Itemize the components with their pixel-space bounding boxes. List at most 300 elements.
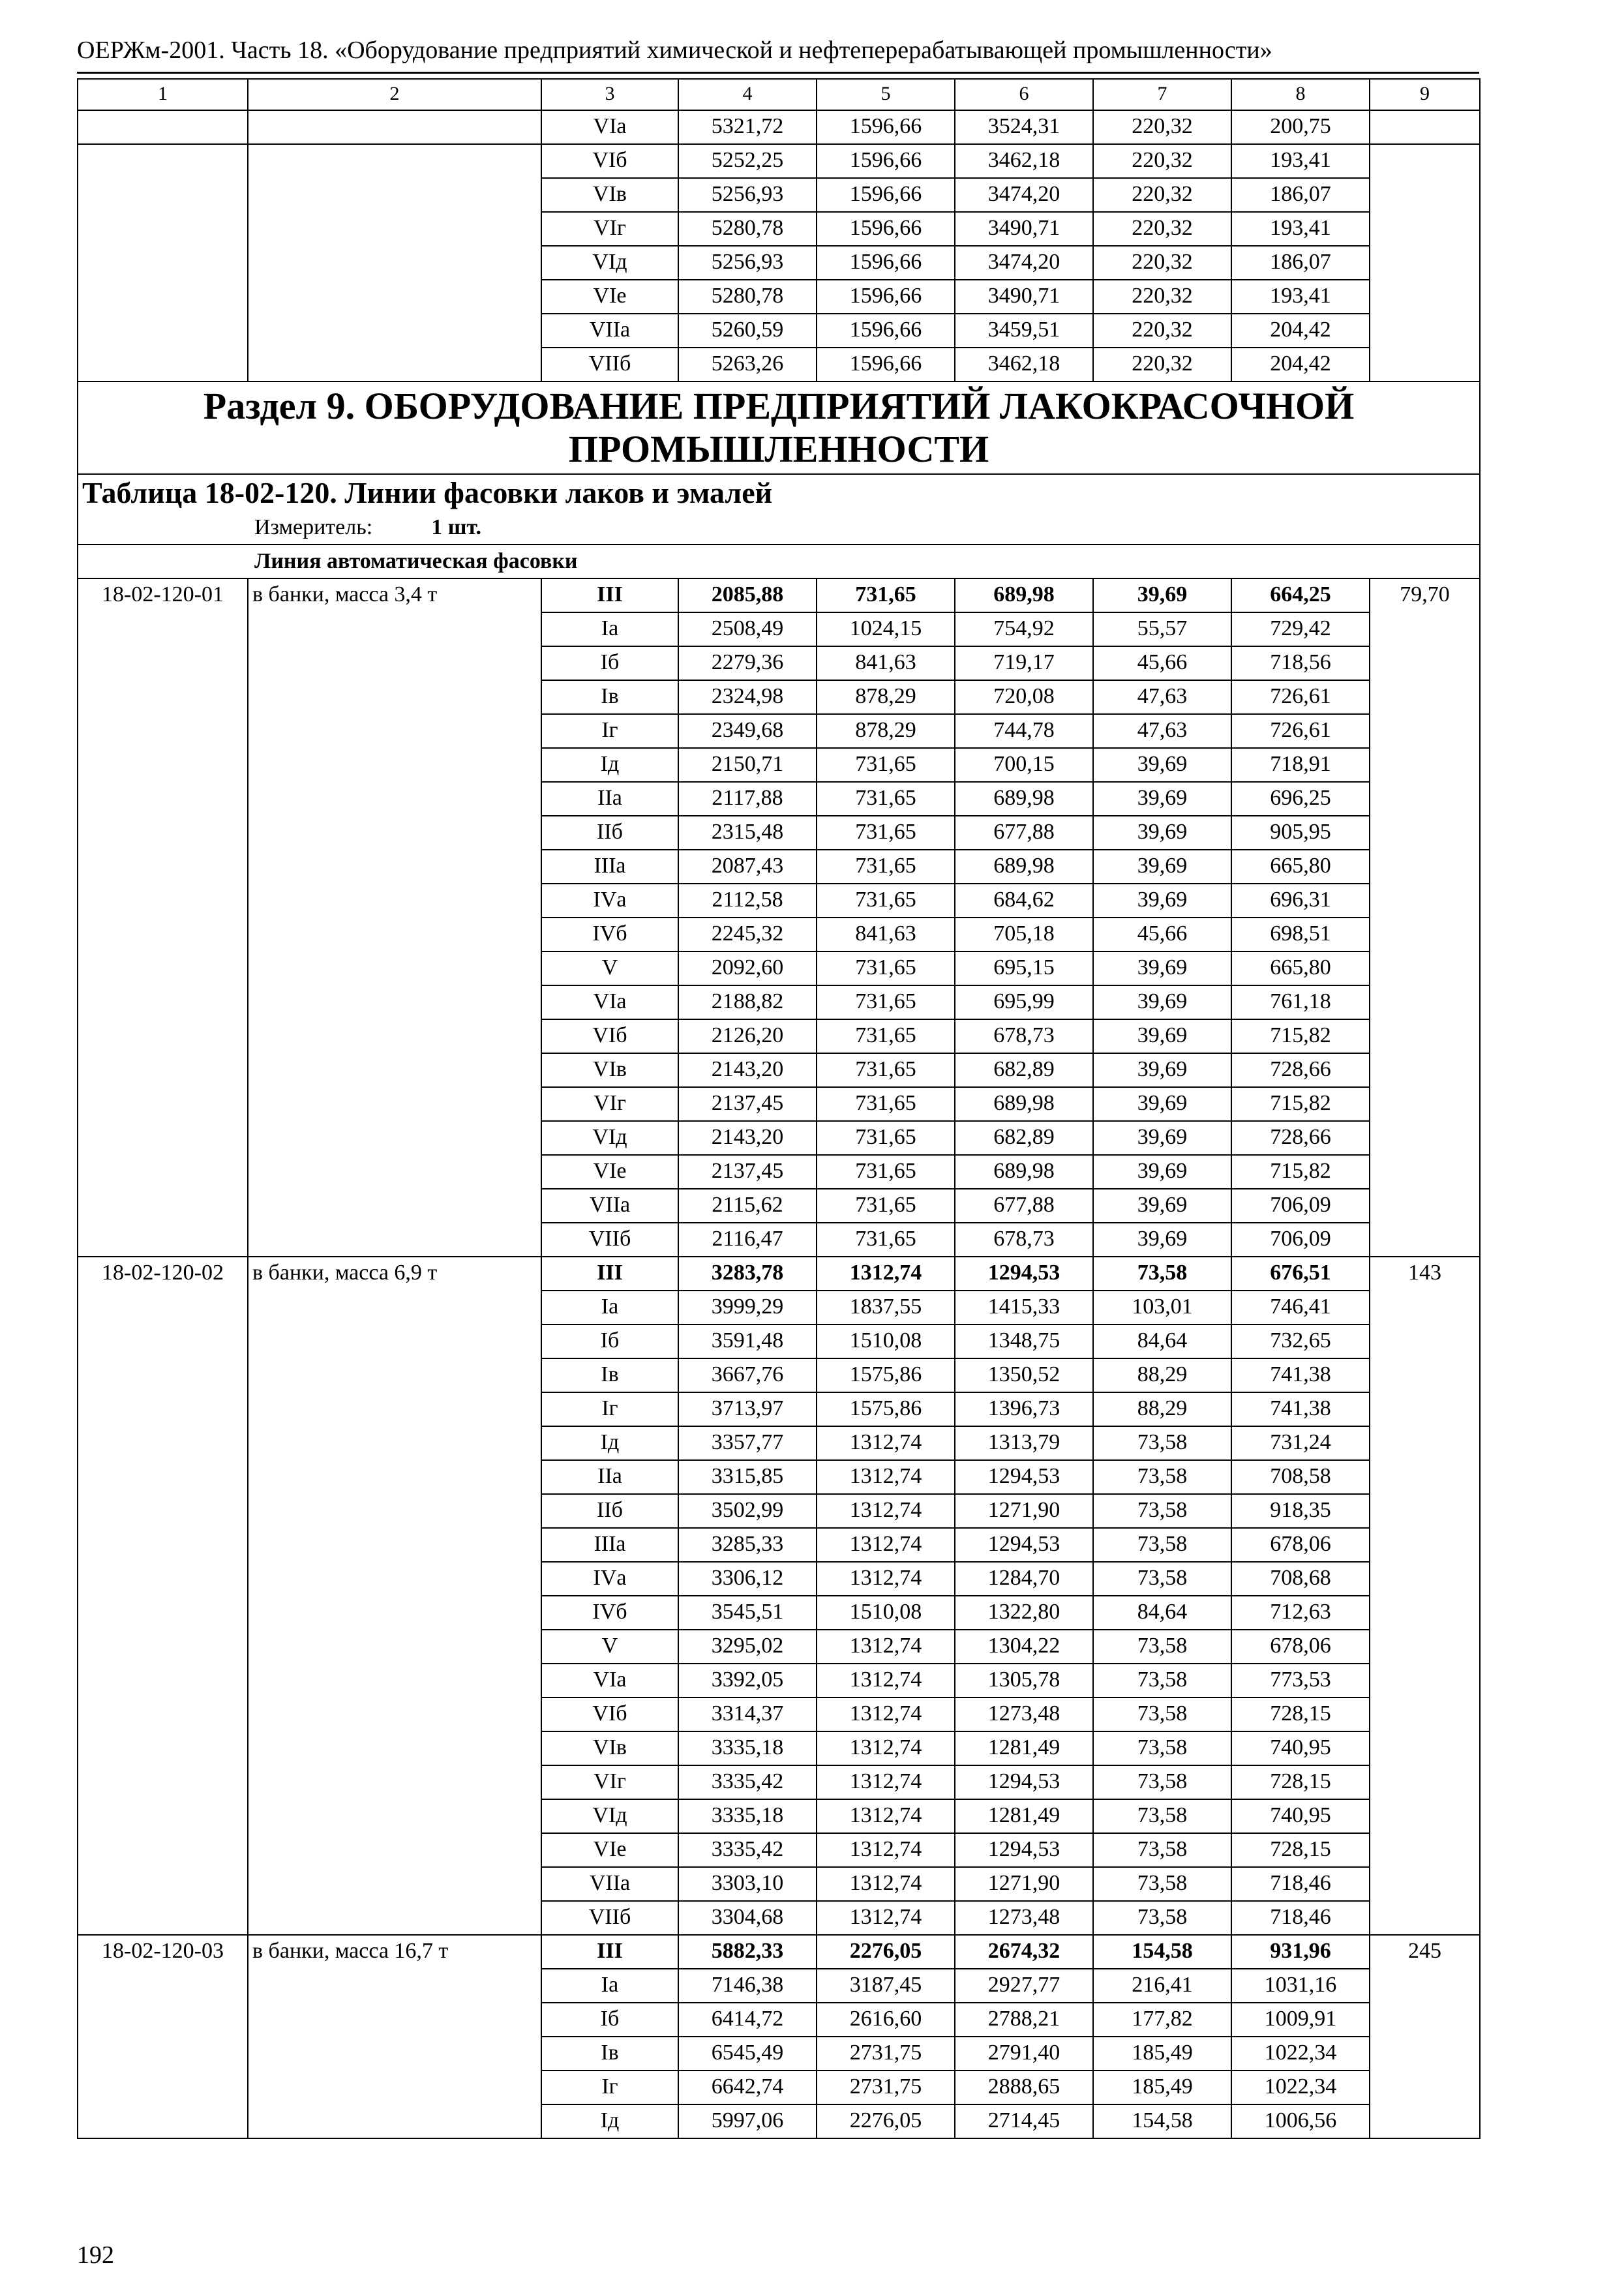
value-cell: 5280,78 <box>678 280 817 314</box>
value-cell: 1510,08 <box>817 1596 955 1630</box>
table-row <box>78 144 1480 178</box>
value-cell: 689,98 <box>955 1155 1093 1189</box>
col9-cell <box>1370 2104 1480 2138</box>
name-cell <box>248 1562 541 1596</box>
col9-cell <box>1370 1121 1480 1155</box>
zone-cell: IIа <box>541 782 678 816</box>
zone-cell: VIIб <box>541 348 678 382</box>
value-cell: 731,65 <box>817 1189 955 1223</box>
value-cell: 695,15 <box>955 951 1093 985</box>
code-cell <box>78 646 248 680</box>
code-cell <box>78 680 248 714</box>
item-col9: 143 <box>1370 1257 1480 1291</box>
value-cell: 73,58 <box>1093 1901 1231 1935</box>
value-cell: 878,29 <box>817 680 955 714</box>
value-cell: 2927,77 <box>955 1969 1093 2003</box>
value-cell: 3335,18 <box>678 1799 817 1833</box>
zone-cell: IIIа <box>541 1528 678 1562</box>
value-cell: 193,41 <box>1231 144 1370 178</box>
table-row <box>78 985 1480 1019</box>
code-cell <box>78 1494 248 1528</box>
table-row <box>78 714 1480 748</box>
value-cell: 204,42 <box>1231 314 1370 348</box>
value-cell: 177,82 <box>1093 2003 1231 2037</box>
name-cell <box>248 1358 541 1392</box>
table-row <box>78 850 1480 884</box>
value-cell: 1281,49 <box>955 1731 1093 1765</box>
value-cell: 2188,82 <box>678 985 817 1019</box>
column-number: 9 <box>1370 79 1480 110</box>
value-cell: 3713,97 <box>678 1392 817 1426</box>
value-cell: 193,41 <box>1231 280 1370 314</box>
value-cell: 5997,06 <box>678 2104 817 2138</box>
value-cell: 708,58 <box>1231 1460 1370 1494</box>
item-name: в банки, масса 16,7 т <box>248 1935 541 1969</box>
value-cell: 3304,68 <box>678 1901 817 1935</box>
value-cell: 73,58 <box>1093 1867 1231 1901</box>
value-cell: 718,91 <box>1231 748 1370 782</box>
name-cell <box>248 1596 541 1630</box>
col9-cell <box>1370 1833 1480 1867</box>
code-cell <box>78 782 248 816</box>
value-cell: 1294,53 <box>955 1257 1093 1291</box>
code-cell <box>78 246 248 280</box>
value-cell: 682,89 <box>955 1053 1093 1087</box>
name-cell <box>248 1698 541 1731</box>
table-row <box>78 110 1480 144</box>
name-cell <box>248 110 541 144</box>
table-row <box>78 212 1480 246</box>
value-cell: 45,66 <box>1093 646 1231 680</box>
value-cell: 39,69 <box>1093 985 1231 1019</box>
value-cell: 705,18 <box>955 918 1093 951</box>
value-cell: 3283,78 <box>678 1257 817 1291</box>
value-cell: 2279,36 <box>678 646 817 680</box>
value-cell: 1006,56 <box>1231 2104 1370 2138</box>
value-cell: 728,66 <box>1231 1053 1370 1087</box>
name-cell <box>248 178 541 212</box>
col9-cell <box>1370 748 1480 782</box>
value-cell: 1322,80 <box>955 1596 1093 1630</box>
value-cell: 3187,45 <box>817 1969 955 2003</box>
name-cell <box>248 1969 541 2003</box>
col9-cell <box>1370 1630 1480 1664</box>
value-cell: 1312,74 <box>817 1257 955 1291</box>
value-cell: 731,65 <box>817 1087 955 1121</box>
value-cell: 706,09 <box>1231 1189 1370 1223</box>
value-cell: 186,07 <box>1231 178 1370 212</box>
value-cell: 1510,08 <box>817 1324 955 1358</box>
zone-cell: III <box>541 578 678 612</box>
table-row <box>78 314 1480 348</box>
value-cell: 1312,74 <box>817 1528 955 1562</box>
zone-cell: VIIб <box>541 1901 678 1935</box>
value-cell: 3335,42 <box>678 1833 817 1867</box>
value-cell: 3524,31 <box>955 110 1093 144</box>
table-row <box>78 1935 1480 1969</box>
value-cell: 1312,74 <box>817 1630 955 1664</box>
value-cell: 2276,05 <box>817 1935 955 1969</box>
zone-cell: V <box>541 951 678 985</box>
value-cell: 1271,90 <box>955 1867 1093 1901</box>
name-cell <box>248 1765 541 1799</box>
column-number: 7 <box>1093 79 1231 110</box>
code-cell <box>78 1664 248 1698</box>
table-row <box>78 1901 1480 1935</box>
value-cell: 2143,20 <box>678 1053 817 1087</box>
value-cell: 1022,34 <box>1231 2037 1370 2071</box>
value-cell: 1575,86 <box>817 1392 955 1426</box>
value-cell: 2731,75 <box>817 2037 955 2071</box>
table-row <box>78 1664 1480 1698</box>
col9-cell <box>1370 646 1480 680</box>
value-cell: 39,69 <box>1093 884 1231 918</box>
code-cell <box>78 1562 248 1596</box>
zone-cell: VIе <box>541 1833 678 1867</box>
value-cell: 2143,20 <box>678 1121 817 1155</box>
name-cell <box>248 1630 541 1664</box>
value-cell: 2112,58 <box>678 884 817 918</box>
value-cell: 2791,40 <box>955 2037 1093 2071</box>
zone-cell: VIIа <box>541 1867 678 1901</box>
header-rule <box>77 72 1479 74</box>
value-cell: 1281,49 <box>955 1799 1093 1833</box>
value-cell: 73,58 <box>1093 1731 1231 1765</box>
zone-cell: IIIа <box>541 850 678 884</box>
value-cell: 73,58 <box>1093 1698 1231 1731</box>
value-cell: 2276,05 <box>817 2104 955 2138</box>
value-cell: 73,58 <box>1093 1257 1231 1291</box>
col9-cell <box>1370 1765 1480 1799</box>
value-cell: 193,41 <box>1231 212 1370 246</box>
value-cell: 5280,78 <box>678 212 817 246</box>
column-number: 5 <box>817 79 955 110</box>
code-cell <box>78 110 248 144</box>
value-cell: 744,78 <box>955 714 1093 748</box>
value-cell: 2137,45 <box>678 1155 817 1189</box>
value-cell: 73,58 <box>1093 1460 1231 1494</box>
code-cell <box>78 1901 248 1935</box>
name-cell <box>248 280 541 314</box>
value-cell: 695,99 <box>955 985 1093 1019</box>
value-cell: 1596,66 <box>817 178 955 212</box>
code-cell <box>78 985 248 1019</box>
value-cell: 731,65 <box>817 1053 955 1087</box>
value-cell: 689,98 <box>955 1087 1093 1121</box>
value-cell: 3314,37 <box>678 1698 817 1731</box>
table-row <box>78 1562 1480 1596</box>
item-code: 18-02-120-01 <box>78 578 248 612</box>
zone-cell: Iд <box>541 748 678 782</box>
value-cell: 718,46 <box>1231 1901 1370 1935</box>
name-cell <box>248 1494 541 1528</box>
zone-cell: Iг <box>541 1392 678 1426</box>
value-cell: 728,15 <box>1231 1833 1370 1867</box>
zone-cell: VIе <box>541 280 678 314</box>
table-row <box>78 1765 1480 1799</box>
table-row <box>78 2104 1480 2138</box>
name-cell <box>248 1189 541 1223</box>
value-cell: 731,65 <box>817 850 955 884</box>
col9-cell <box>1370 1867 1480 1901</box>
value-cell: 45,66 <box>1093 918 1231 951</box>
value-cell: 1312,74 <box>817 1833 955 1867</box>
value-cell: 1273,48 <box>955 1901 1093 1935</box>
code-cell <box>78 1324 248 1358</box>
value-cell: 726,61 <box>1231 680 1370 714</box>
value-cell: 220,32 <box>1093 314 1231 348</box>
code-cell <box>78 1698 248 1731</box>
table-row <box>78 280 1480 314</box>
zone-cell: Iв <box>541 680 678 714</box>
col9-cell <box>1370 985 1480 1019</box>
value-cell: 1284,70 <box>955 1562 1093 1596</box>
value-cell: 185,49 <box>1093 2037 1231 2071</box>
name-cell <box>248 2037 541 2071</box>
value-cell: 841,63 <box>817 918 955 951</box>
value-cell: 1312,74 <box>817 1426 955 1460</box>
value-cell: 47,63 <box>1093 714 1231 748</box>
table-row <box>78 1358 1480 1392</box>
col9-cell <box>1370 1324 1480 1358</box>
value-cell: 39,69 <box>1093 850 1231 884</box>
column-number: 4 <box>678 79 817 110</box>
table-row <box>78 1630 1480 1664</box>
col9-cell <box>1370 1392 1480 1426</box>
value-cell: 3591,48 <box>678 1324 817 1358</box>
value-cell: 1596,66 <box>817 110 955 144</box>
col9-cell <box>1370 782 1480 816</box>
value-cell: 39,69 <box>1093 782 1231 816</box>
table-row <box>78 884 1480 918</box>
col9-cell <box>1370 714 1480 748</box>
name-cell <box>248 714 541 748</box>
value-cell: 1415,33 <box>955 1291 1093 1324</box>
value-cell: 931,96 <box>1231 1935 1370 1969</box>
value-cell: 3335,42 <box>678 1765 817 1799</box>
value-cell: 39,69 <box>1093 951 1231 985</box>
code-cell <box>78 1358 248 1392</box>
value-cell: 6545,49 <box>678 2037 817 2071</box>
col9-cell <box>1370 1664 1480 1698</box>
col9-cell <box>1370 212 1480 246</box>
value-cell: 2324,98 <box>678 680 817 714</box>
table-row <box>78 348 1480 382</box>
table-row <box>78 1019 1480 1053</box>
value-cell: 1294,53 <box>955 1460 1093 1494</box>
value-cell: 220,32 <box>1093 144 1231 178</box>
name-cell <box>248 1053 541 1087</box>
value-cell: 2888,65 <box>955 2071 1093 2104</box>
zone-cell: Iб <box>541 2003 678 2037</box>
name-cell <box>248 1392 541 1426</box>
value-cell: 2714,45 <box>955 2104 1093 2138</box>
value-cell: 728,66 <box>1231 1121 1370 1155</box>
value-cell: 154,58 <box>1093 2104 1231 2138</box>
col9-cell <box>1370 850 1480 884</box>
value-cell: 665,80 <box>1231 951 1370 985</box>
value-cell: 1294,53 <box>955 1765 1093 1799</box>
value-cell: 2137,45 <box>678 1087 817 1121</box>
col9-cell <box>1370 1731 1480 1765</box>
zone-cell: III <box>541 1257 678 1291</box>
value-cell: 3459,51 <box>955 314 1093 348</box>
table-row <box>78 1833 1480 1867</box>
zone-cell: Iб <box>541 1324 678 1358</box>
code-cell <box>78 1867 248 1901</box>
table-row <box>78 1257 1480 1291</box>
value-cell: 204,42 <box>1231 348 1370 382</box>
col9-cell <box>1370 1053 1480 1087</box>
item-code: 18-02-120-02 <box>78 1257 248 1291</box>
value-cell: 2788,21 <box>955 2003 1093 2037</box>
value-cell: 5321,72 <box>678 110 817 144</box>
zone-cell: IVа <box>541 884 678 918</box>
value-cell: 39,69 <box>1093 1087 1231 1121</box>
item-name: в банки, масса 6,9 т <box>248 1257 541 1291</box>
table-title-row <box>78 474 1480 511</box>
col9-cell <box>1370 1698 1480 1731</box>
value-cell: 700,15 <box>955 748 1093 782</box>
col9-cell <box>1370 1494 1480 1528</box>
value-cell: 7146,38 <box>678 1969 817 2003</box>
zone-cell: IIб <box>541 816 678 850</box>
value-cell: 731,65 <box>817 951 955 985</box>
zone-cell: VIг <box>541 212 678 246</box>
code-cell <box>78 1121 248 1155</box>
table-row <box>78 612 1480 646</box>
value-cell: 185,49 <box>1093 2071 1231 2104</box>
zone-cell: Iд <box>541 1426 678 1460</box>
table-row <box>78 578 1480 612</box>
col9-cell <box>1370 1019 1480 1053</box>
zone-cell: IIб <box>541 1494 678 1528</box>
measure-row <box>78 511 1480 545</box>
name-cell <box>248 646 541 680</box>
zone-cell: VIб <box>541 1019 678 1053</box>
value-cell: 5882,33 <box>678 1935 817 1969</box>
value-cell: 728,15 <box>1231 1765 1370 1799</box>
measure-value: 1 шт. <box>431 515 482 539</box>
value-cell: 1312,74 <box>817 1731 955 1765</box>
name-cell <box>248 144 541 178</box>
code-cell <box>78 178 248 212</box>
value-cell: 761,18 <box>1231 985 1370 1019</box>
name-cell <box>248 1731 541 1765</box>
name-cell <box>248 1664 541 1698</box>
name-cell <box>248 680 541 714</box>
value-cell: 39,69 <box>1093 816 1231 850</box>
col9-cell <box>1370 1460 1480 1494</box>
zone-cell: Iв <box>541 1358 678 1392</box>
table-row <box>78 951 1480 985</box>
value-cell: 689,98 <box>955 850 1093 884</box>
col9-cell <box>1370 1223 1480 1257</box>
price-table <box>77 78 1481 2139</box>
zone-cell: VIд <box>541 246 678 280</box>
value-cell: 1312,74 <box>817 1460 955 1494</box>
col9-cell <box>1370 680 1480 714</box>
value-cell: 84,64 <box>1093 1324 1231 1358</box>
value-cell: 878,29 <box>817 714 955 748</box>
value-cell: 2117,88 <box>678 782 817 816</box>
value-cell: 1031,16 <box>1231 1969 1370 2003</box>
value-cell: 39,69 <box>1093 1189 1231 1223</box>
table-row <box>78 680 1480 714</box>
zone-cell: IVб <box>541 1596 678 1630</box>
value-cell: 718,56 <box>1231 646 1370 680</box>
value-cell: 2245,32 <box>678 918 817 951</box>
code-cell <box>78 612 248 646</box>
table-row <box>78 1596 1480 1630</box>
zone-cell: III <box>541 1935 678 1969</box>
value-cell: 665,80 <box>1231 850 1370 884</box>
value-cell: 220,32 <box>1093 348 1231 382</box>
table-row <box>78 1528 1480 1562</box>
name-cell <box>248 1426 541 1460</box>
value-cell: 220,32 <box>1093 280 1231 314</box>
value-cell: 3462,18 <box>955 144 1093 178</box>
value-cell: 731,65 <box>817 816 955 850</box>
zone-cell: VIе <box>541 1155 678 1189</box>
table-row <box>78 246 1480 280</box>
value-cell: 731,65 <box>817 1121 955 1155</box>
value-cell: 186,07 <box>1231 246 1370 280</box>
table-row <box>78 1324 1480 1358</box>
zone-cell: Iа <box>541 1291 678 1324</box>
value-cell: 696,25 <box>1231 782 1370 816</box>
value-cell: 773,53 <box>1231 1664 1370 1698</box>
table-row <box>78 1460 1480 1494</box>
table-row <box>78 2003 1480 2037</box>
value-cell: 220,32 <box>1093 212 1231 246</box>
value-cell: 200,75 <box>1231 110 1370 144</box>
value-cell: 1596,66 <box>817 246 955 280</box>
value-cell: 718,46 <box>1231 1867 1370 1901</box>
name-cell <box>248 918 541 951</box>
table-row <box>78 1087 1480 1121</box>
value-cell: 712,63 <box>1231 1596 1370 1630</box>
col9-cell <box>1370 1596 1480 1630</box>
name-cell <box>248 1155 541 1189</box>
value-cell: 726,61 <box>1231 714 1370 748</box>
value-cell: 678,06 <box>1231 1528 1370 1562</box>
table-row <box>78 1392 1480 1426</box>
name-cell <box>248 246 541 280</box>
value-cell: 1294,53 <box>955 1528 1093 1562</box>
value-cell: 73,58 <box>1093 1562 1231 1596</box>
code-cell <box>78 280 248 314</box>
value-cell: 154,58 <box>1093 1935 1231 1969</box>
value-cell: 39,69 <box>1093 748 1231 782</box>
value-cell: 706,09 <box>1231 1223 1370 1257</box>
value-cell: 5256,93 <box>678 178 817 212</box>
value-cell: 741,38 <box>1231 1392 1370 1426</box>
zone-cell: IVб <box>541 918 678 951</box>
value-cell: 73,58 <box>1093 1528 1231 1562</box>
code-cell <box>78 1528 248 1562</box>
name-cell <box>248 748 541 782</box>
zone-cell: Iг <box>541 714 678 748</box>
value-cell: 905,95 <box>1231 816 1370 850</box>
value-cell: 676,51 <box>1231 1257 1370 1291</box>
value-cell: 2150,71 <box>678 748 817 782</box>
value-cell: 1294,53 <box>955 1833 1093 1867</box>
zone-cell: VIв <box>541 178 678 212</box>
value-cell: 3315,85 <box>678 1460 817 1494</box>
code-cell <box>78 2071 248 2104</box>
code-cell <box>78 1731 248 1765</box>
